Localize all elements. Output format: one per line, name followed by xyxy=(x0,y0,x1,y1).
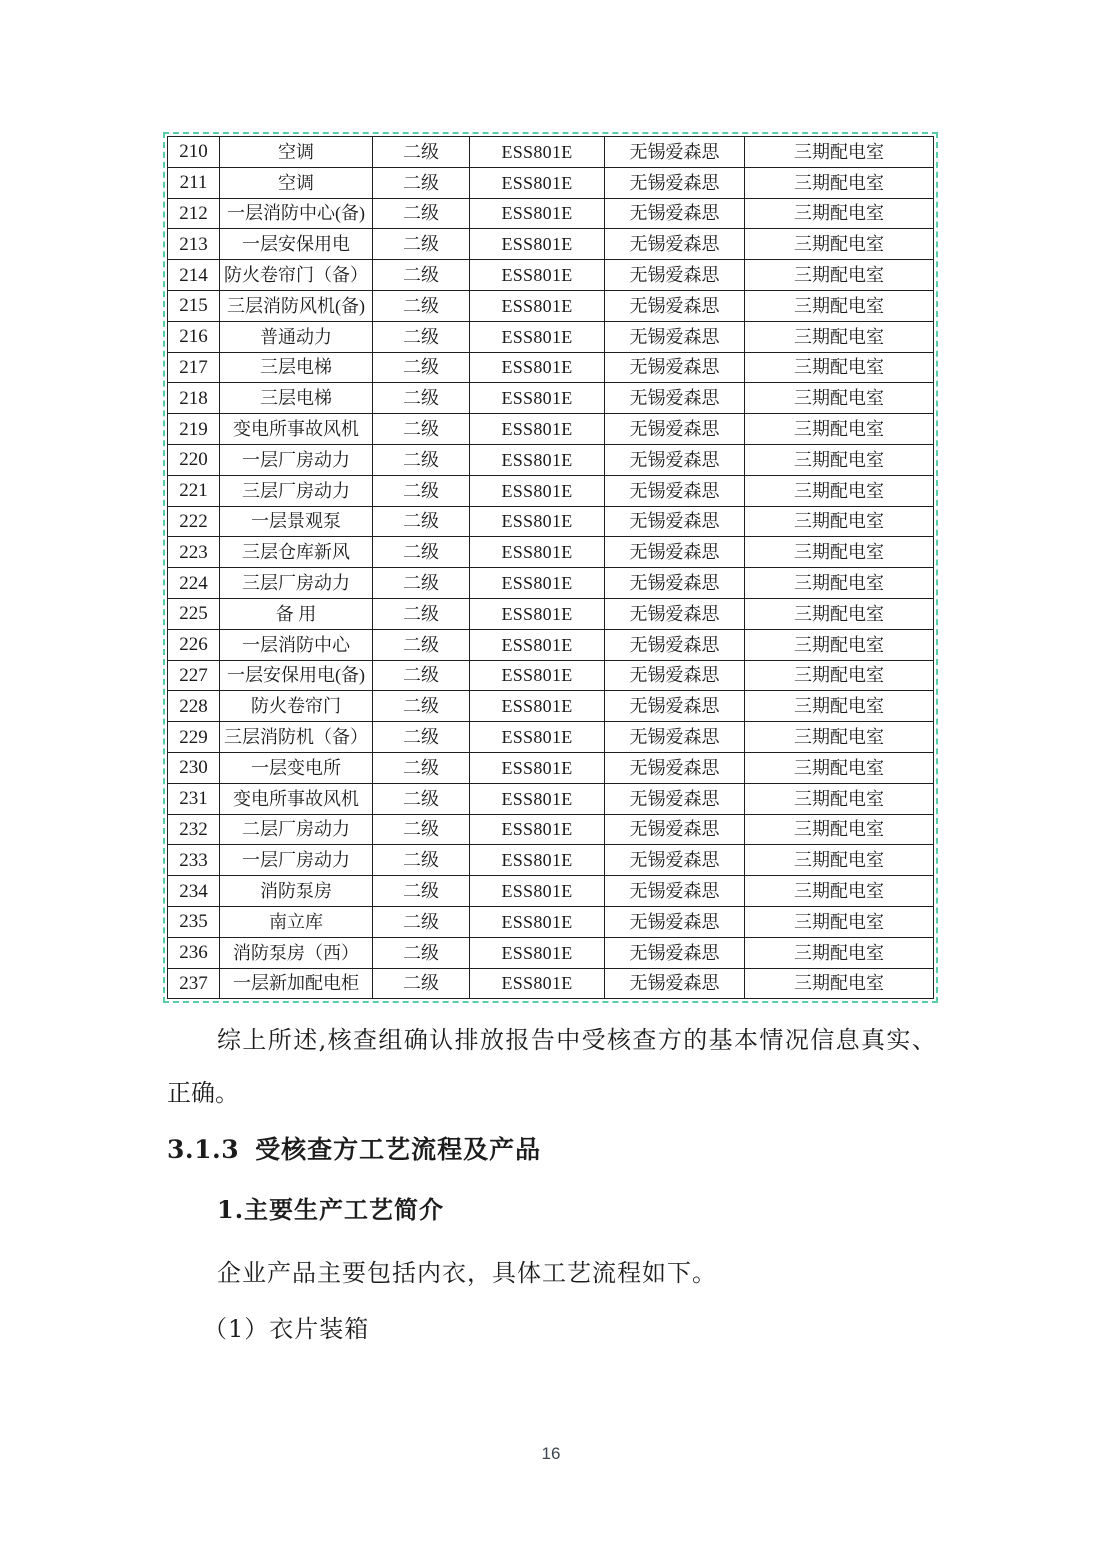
table-cell: 230 xyxy=(168,752,220,783)
table-cell: 无锡爱森思 xyxy=(605,290,745,321)
table-cell: 三期配电室 xyxy=(745,321,934,352)
table-cell: ESS801E xyxy=(470,968,605,999)
table-cell: 二级 xyxy=(373,537,470,568)
table-cell: 无锡爱森思 xyxy=(605,198,745,229)
page-number: 16 xyxy=(541,1444,561,1463)
table-cell: ESS801E xyxy=(470,137,605,168)
table-cell: 235 xyxy=(168,906,220,937)
table-row xyxy=(168,845,934,876)
table-cell: 213 xyxy=(168,229,220,260)
table-cell: 221 xyxy=(168,475,220,506)
table-cell: 无锡爱森思 xyxy=(605,845,745,876)
table-cell: 二级 xyxy=(373,691,470,722)
table-cell: 三期配电室 xyxy=(745,722,934,753)
table-cell: ESS801E xyxy=(470,321,605,352)
table-cell: 三期配电室 xyxy=(745,968,934,999)
table-cell: 三期配电室 xyxy=(745,537,934,568)
table-cell: 二级 xyxy=(373,783,470,814)
table-cell: ESS801E xyxy=(470,937,605,968)
table-cell: 227 xyxy=(168,660,220,691)
table-cell: 229 xyxy=(168,722,220,753)
table-cell: ESS801E xyxy=(470,260,605,291)
table-cell: 210 xyxy=(168,137,220,168)
table-cell: 变电所事故风机 xyxy=(220,414,373,445)
table-cell: 一层变电所 xyxy=(220,752,373,783)
table-cell: 三层消防机（备） xyxy=(220,722,373,753)
table-cell: 二级 xyxy=(373,167,470,198)
table-cell: ESS801E xyxy=(470,383,605,414)
table-cell: 228 xyxy=(168,691,220,722)
table-cell: ESS801E xyxy=(470,352,605,383)
table-cell: 二级 xyxy=(373,722,470,753)
table-cell: ESS801E xyxy=(470,537,605,568)
table-cell: 二级 xyxy=(373,229,470,260)
table-cell: 二级 xyxy=(373,383,470,414)
table-cell: 二级 xyxy=(373,937,470,968)
table-cell: 223 xyxy=(168,537,220,568)
table-row xyxy=(168,876,934,907)
table-cell: 无锡爱森思 xyxy=(605,876,745,907)
table-cell: 二级 xyxy=(373,568,470,599)
table-cell: 三期配电室 xyxy=(745,198,934,229)
table-row xyxy=(168,229,934,260)
table-cell: 三期配电室 xyxy=(745,506,934,537)
table-cell: ESS801E xyxy=(470,506,605,537)
table-cell: 无锡爱森思 xyxy=(605,137,745,168)
table-cell: 二级 xyxy=(373,506,470,537)
table-cell: 三期配电室 xyxy=(745,845,934,876)
table-selection-marquee xyxy=(163,132,938,1003)
table-cell: 三期配电室 xyxy=(745,598,934,629)
table-cell: 212 xyxy=(168,198,220,229)
table-row xyxy=(168,475,934,506)
table-cell: 无锡爱森思 xyxy=(605,537,745,568)
table-cell: 三期配电室 xyxy=(745,568,934,599)
table-cell: 三期配电室 xyxy=(745,876,934,907)
table-cell: 二级 xyxy=(373,876,470,907)
table-row xyxy=(168,537,934,568)
table-row xyxy=(168,722,934,753)
table-cell: 三期配电室 xyxy=(745,629,934,660)
table-cell: 三期配电室 xyxy=(745,414,934,445)
table-cell: ESS801E xyxy=(470,167,605,198)
table-cell: 236 xyxy=(168,937,220,968)
table-cell: 无锡爱森思 xyxy=(605,383,745,414)
table-cell: ESS801E xyxy=(470,198,605,229)
table-cell: 三层厂房动力 xyxy=(220,475,373,506)
table-cell: 无锡爱森思 xyxy=(605,414,745,445)
table-cell: 217 xyxy=(168,352,220,383)
section-number: 3.1.3 xyxy=(167,1135,240,1164)
table-row xyxy=(168,691,934,722)
table-cell: 无锡爱森思 xyxy=(605,568,745,599)
table-row xyxy=(168,414,934,445)
table-cell: 237 xyxy=(168,968,220,999)
table-cell: 三层电梯 xyxy=(220,383,373,414)
table-cell: 一层安保用电 xyxy=(220,229,373,260)
table-cell: 无锡爱森思 xyxy=(605,444,745,475)
table-cell: 二级 xyxy=(373,352,470,383)
table-cell: 一层厂房动力 xyxy=(220,444,373,475)
table-cell: 三期配电室 xyxy=(745,906,934,937)
table-cell: ESS801E xyxy=(470,414,605,445)
table-row xyxy=(168,506,934,537)
table-cell: 无锡爱森思 xyxy=(605,352,745,383)
table-cell: 无锡爱森思 xyxy=(605,968,745,999)
table-cell: 二级 xyxy=(373,752,470,783)
table-row xyxy=(168,198,934,229)
table-cell: 218 xyxy=(168,383,220,414)
table-cell: 防火卷帘门 xyxy=(220,691,373,722)
table-cell: 三层消防风机(备) xyxy=(220,290,373,321)
table-cell: 三期配电室 xyxy=(745,783,934,814)
table-cell: 普通动力 xyxy=(220,321,373,352)
table-cell: 三期配电室 xyxy=(745,352,934,383)
table-cell: 三层仓库新风 xyxy=(220,537,373,568)
table-cell: 消防泵房 xyxy=(220,876,373,907)
table-cell: ESS801E xyxy=(470,845,605,876)
table-row xyxy=(168,260,934,291)
table-row xyxy=(168,444,934,475)
table-cell: ESS801E xyxy=(470,876,605,907)
table-cell: ESS801E xyxy=(470,691,605,722)
table-cell: 219 xyxy=(168,414,220,445)
table-cell: ESS801E xyxy=(470,568,605,599)
table-row xyxy=(168,906,934,937)
table-cell: ESS801E xyxy=(470,444,605,475)
table-cell: 无锡爱森思 xyxy=(605,906,745,937)
conclusion-paragraph-line1: 综上所述,核查组确认排放报告中受核查方的基本情况信息真实、 xyxy=(217,1026,938,1054)
table-row xyxy=(168,137,934,168)
conclusion-paragraph-line2: 正确。 xyxy=(167,1079,239,1107)
table-cell: 234 xyxy=(168,876,220,907)
table-cell: 二级 xyxy=(373,598,470,629)
table-cell: 215 xyxy=(168,290,220,321)
table-row xyxy=(168,167,934,198)
table-cell: 211 xyxy=(168,167,220,198)
table-cell: ESS801E xyxy=(470,906,605,937)
table-cell: 一层景观泵 xyxy=(220,506,373,537)
table-cell: 222 xyxy=(168,506,220,537)
table-cell: 防火卷帘门（备） xyxy=(220,260,373,291)
table-cell: 二级 xyxy=(373,906,470,937)
table-cell: 一层消防中心 xyxy=(220,629,373,660)
table-cell: 二级 xyxy=(373,660,470,691)
table-cell: 无锡爱森思 xyxy=(605,722,745,753)
table-cell: ESS801E xyxy=(470,229,605,260)
table-cell: 无锡爱森思 xyxy=(605,321,745,352)
table-row xyxy=(168,568,934,599)
table-row xyxy=(168,752,934,783)
table-cell: 三层电梯 xyxy=(220,352,373,383)
table-cell: 三期配电室 xyxy=(745,752,934,783)
products-paragraph: 企业产品主要包括内衣，具体工艺流程如下。 xyxy=(217,1259,717,1287)
table-row xyxy=(168,783,934,814)
table-cell: 二级 xyxy=(373,629,470,660)
table-cell: 二级 xyxy=(373,137,470,168)
subsection-heading-1: 1.主要生产工艺简介 xyxy=(217,1195,445,1224)
table-cell: ESS801E xyxy=(470,475,605,506)
table-cell: 三期配电室 xyxy=(745,167,934,198)
table-cell: 空调 xyxy=(220,167,373,198)
equipment-table-body xyxy=(168,137,934,999)
table-cell: 无锡爱森思 xyxy=(605,167,745,198)
table-cell: 233 xyxy=(168,845,220,876)
table-cell: 一层新加配电柜 xyxy=(220,968,373,999)
table-cell: 变电所事故风机 xyxy=(220,783,373,814)
table-cell: 南立库 xyxy=(220,906,373,937)
table-cell: 三期配电室 xyxy=(745,444,934,475)
table-row xyxy=(168,598,934,629)
table-cell: 无锡爱森思 xyxy=(605,475,745,506)
table-cell: 二级 xyxy=(373,845,470,876)
table-cell: 二级 xyxy=(373,475,470,506)
table-cell: ESS801E xyxy=(470,660,605,691)
table-cell: 三期配电室 xyxy=(745,290,934,321)
table-cell: ESS801E xyxy=(470,629,605,660)
table-cell: 214 xyxy=(168,260,220,291)
table-row xyxy=(168,814,934,845)
table-cell: 无锡爱森思 xyxy=(605,752,745,783)
table-cell: 三期配电室 xyxy=(745,260,934,291)
table-cell: ESS801E xyxy=(470,814,605,845)
table-cell: 无锡爱森思 xyxy=(605,229,745,260)
table-cell: 无锡爱森思 xyxy=(605,691,745,722)
table-cell: 三期配电室 xyxy=(745,475,934,506)
table-cell: 一层消防中心(备) xyxy=(220,198,373,229)
table-cell: 220 xyxy=(168,444,220,475)
table-cell: 无锡爱森思 xyxy=(605,260,745,291)
table-cell: ESS801E xyxy=(470,290,605,321)
table-cell: 216 xyxy=(168,321,220,352)
table-row xyxy=(168,937,934,968)
table-cell: 二级 xyxy=(373,414,470,445)
table-cell: 二级 xyxy=(373,444,470,475)
process-step-1: （1）衣片装箱 xyxy=(203,1315,370,1343)
table-cell: 三期配电室 xyxy=(745,814,934,845)
table-row xyxy=(168,383,934,414)
section-heading-313 xyxy=(167,1136,541,1164)
table-cell: 二级 xyxy=(373,968,470,999)
table-cell: 备 用 xyxy=(220,598,373,629)
table-cell: 无锡爱森思 xyxy=(605,937,745,968)
table-cell: 三期配电室 xyxy=(745,383,934,414)
table-cell: 二层厂房动力 xyxy=(220,814,373,845)
table-cell: 无锡爱森思 xyxy=(605,783,745,814)
table-cell: 二级 xyxy=(373,290,470,321)
table-cell: ESS801E xyxy=(470,752,605,783)
table-cell: 消防泵房（西） xyxy=(220,937,373,968)
table-cell: 三层厂房动力 xyxy=(220,568,373,599)
table-cell: 226 xyxy=(168,629,220,660)
table-cell: 空调 xyxy=(220,137,373,168)
table-cell: 无锡爱森思 xyxy=(605,629,745,660)
table-cell: 三期配电室 xyxy=(745,229,934,260)
table-cell: 二级 xyxy=(373,814,470,845)
table-cell: 二级 xyxy=(373,321,470,352)
table-cell: 无锡爱森思 xyxy=(605,598,745,629)
table-row xyxy=(168,290,934,321)
table-cell: ESS801E xyxy=(470,598,605,629)
table-cell: 无锡爱森思 xyxy=(605,660,745,691)
table-cell: 二级 xyxy=(373,260,470,291)
table-row xyxy=(168,968,934,999)
table-row xyxy=(168,660,934,691)
table-cell: 三期配电室 xyxy=(745,691,934,722)
table-cell: 三期配电室 xyxy=(745,137,934,168)
table-cell: 一层厂房动力 xyxy=(220,845,373,876)
table-row xyxy=(168,352,934,383)
table-cell: 225 xyxy=(168,598,220,629)
table-cell: ESS801E xyxy=(470,783,605,814)
table-cell: 无锡爱森思 xyxy=(605,814,745,845)
table-cell: 二级 xyxy=(373,198,470,229)
table-row xyxy=(168,321,934,352)
table-cell: 无锡爱森思 xyxy=(605,506,745,537)
table-row xyxy=(168,629,934,660)
table-cell: 三期配电室 xyxy=(745,660,934,691)
table-cell: 一层安保用电(备) xyxy=(220,660,373,691)
table-cell: ESS801E xyxy=(470,722,605,753)
table-cell: 224 xyxy=(168,568,220,599)
equipment-table xyxy=(167,136,934,999)
table-cell: 三期配电室 xyxy=(745,937,934,968)
table-cell: 231 xyxy=(168,783,220,814)
section-title: 受核查方工艺流程及产品 xyxy=(255,1135,542,1164)
table-cell: 232 xyxy=(168,814,220,845)
